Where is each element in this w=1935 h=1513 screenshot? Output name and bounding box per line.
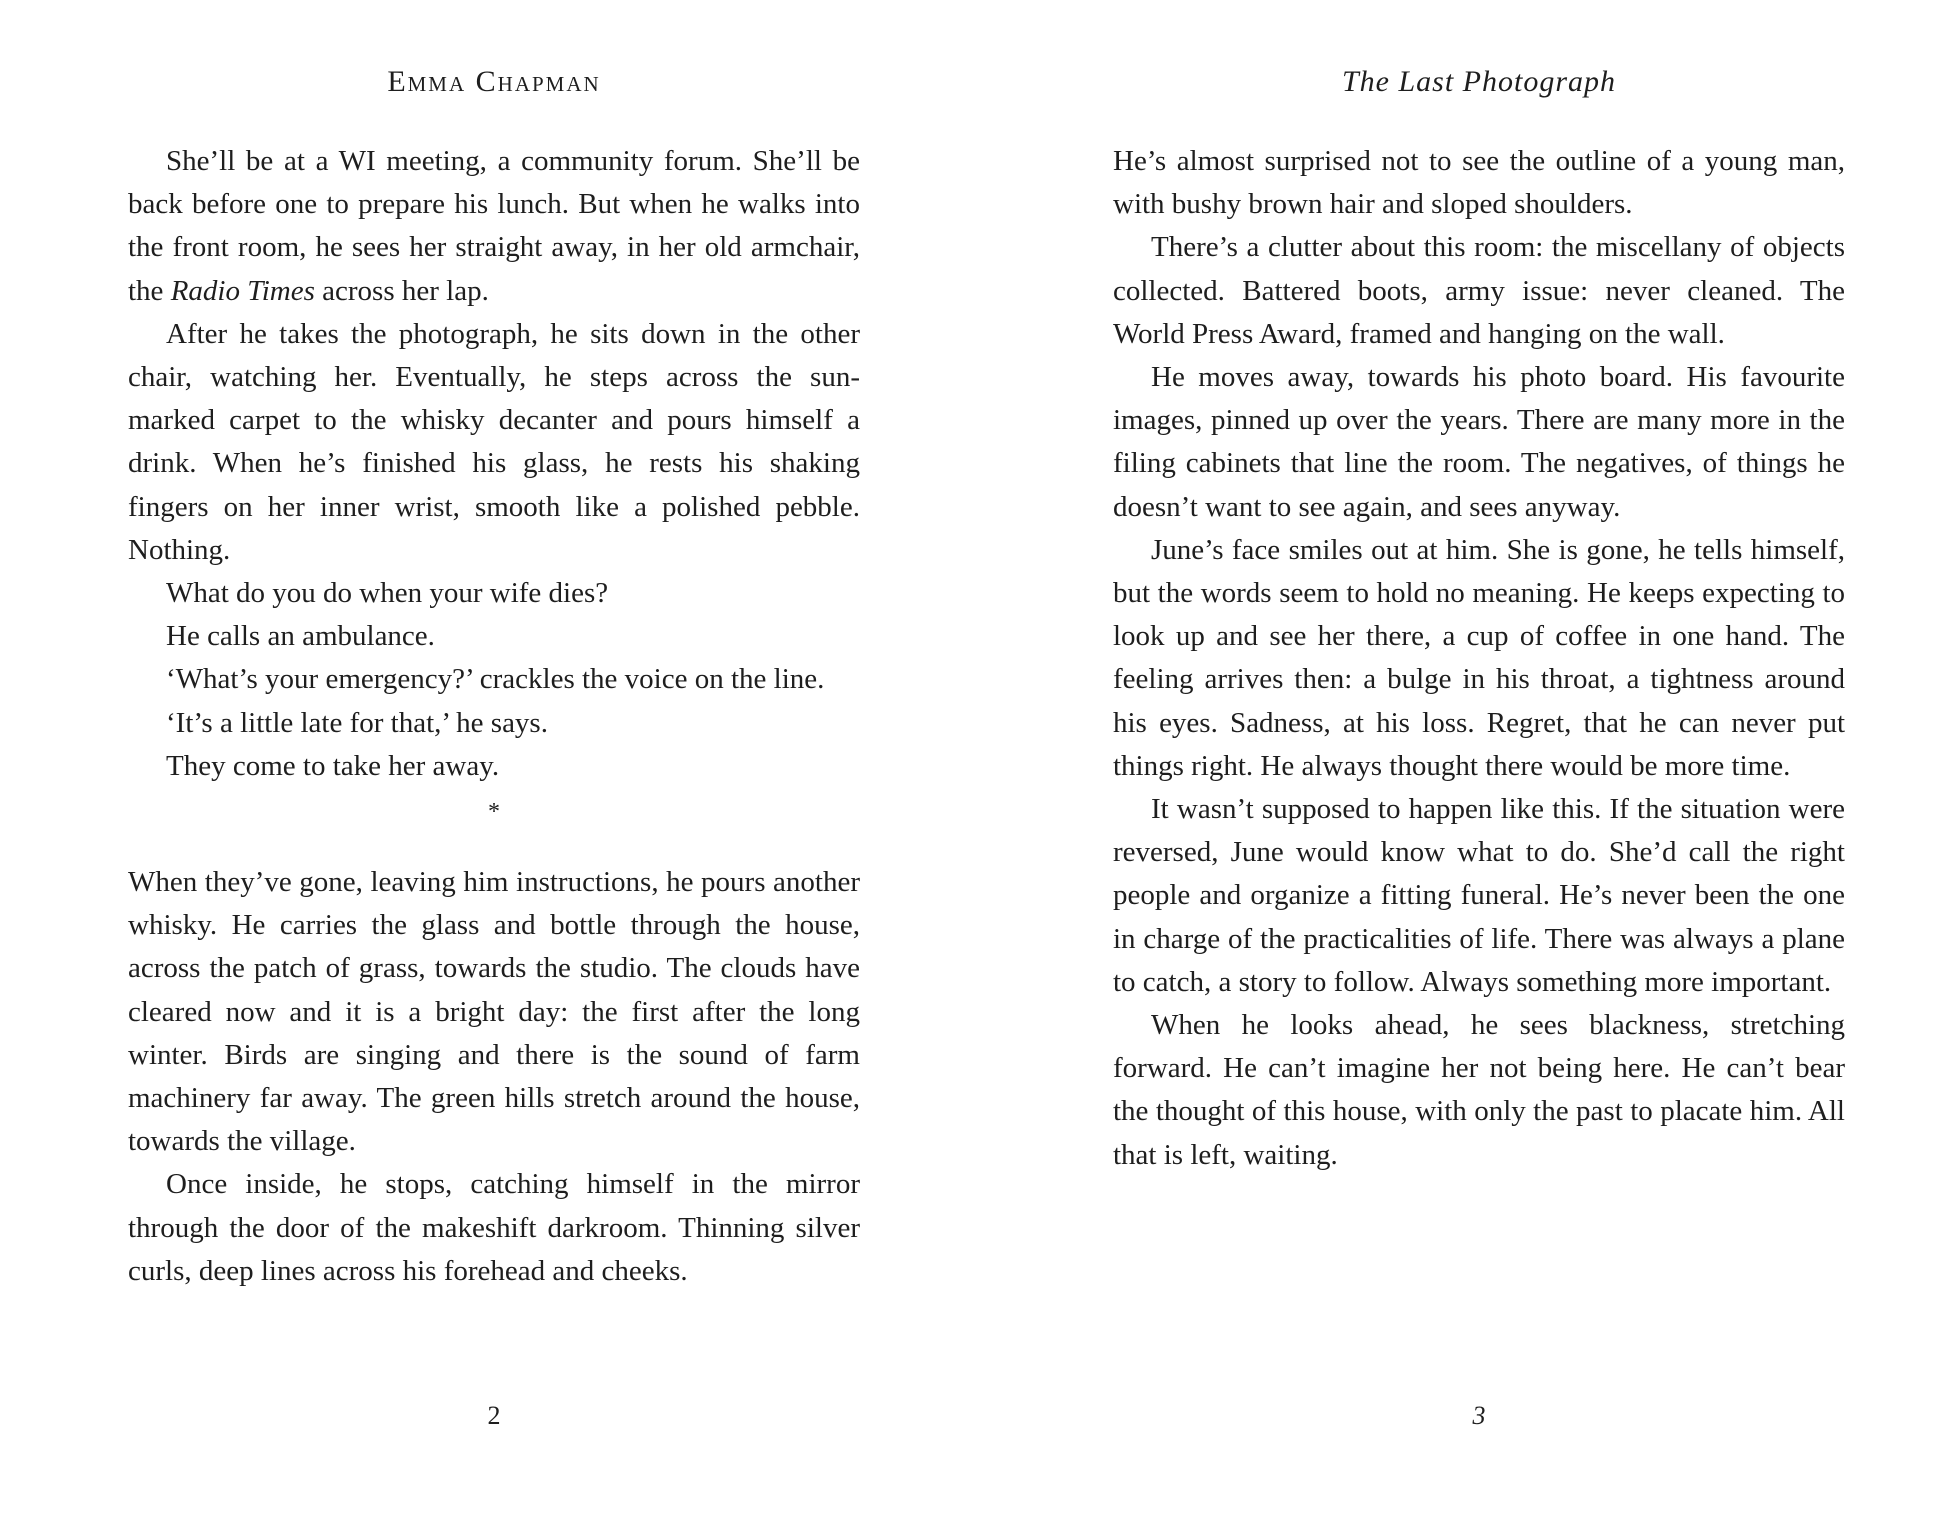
author-running-head: Emma Chapman bbox=[387, 65, 601, 98]
paragraph: He moves away, towards his photo board. His favourite images, pinned up over the years. There are many more in the filing cabinets that line the room. The negatives, of things he doesn’t want to see again, and sees anyway. bbox=[1113, 361, 1845, 523]
paragraph: He’s almost surprised not to see the outline of a young man, with bushy brown hair and sloped shoulders. bbox=[1113, 145, 1845, 221]
paragraph: She’ll be at a WI meeting, a community forum. She’ll be back before one to prepare his lunch. But when he walks into the front room, he sees her straight away, in her old armchair, the Radio Times across her lap. bbox=[128, 145, 860, 307]
book-title-running-head: The Last Photograph bbox=[1341, 65, 1617, 98]
paragraph: When they’ve gone, leaving him instructions, he pours another whisky. He carries the glass and bottle through the house, across the patch of grass, towards the studio. The clouds have cleared now and it is a bright day: the first after the long winter. Birds are singing and there is the sound of farm machinery far away. The green hills stretch around the house, towards the village. bbox=[128, 866, 860, 1158]
paragraph: What do you do when your wife dies? bbox=[166, 577, 609, 610]
section-break-asterisk: * bbox=[488, 799, 500, 826]
right-page-body bbox=[1113, 140, 1845, 1177]
paragraph: When he looks ahead, he sees blackness, stretching forward. He can’t imagine her not being here. He can’t bear the thought of this house, with only the past to placate him. All that is left, waiting. bbox=[1113, 1009, 1845, 1171]
right-page bbox=[1113, 0, 1845, 1513]
left-page bbox=[128, 0, 860, 1513]
paragraph: Once inside, he stops, catching himself in the mirror through the door of the makeshift darkroom. Thinning silver curls, deep lines across his forehead and cheeks. bbox=[128, 1168, 860, 1287]
paragraph: They come to take her away. bbox=[166, 749, 500, 782]
paragraph: June’s face smiles out at him. She is gone, he tells himself, but the words seem to hold no meaning. He keeps expecting to look up and see her there, a cup of coffee in one hand. The feeling arrives then: a bulge in his throat, a tightness around his eyes. Sadness, at his loss. Regret, that he can never put things right. He always thought there would be more time. bbox=[1113, 533, 1845, 782]
paragraph: There’s a clutter about this room: the miscellany of objects collected. Battered boots, army issue: never cleaned. The World Press Award, framed and hanging on the wall. bbox=[1113, 231, 1845, 350]
italic-title: Radio Times bbox=[170, 274, 315, 307]
page-number-right: 3 bbox=[1472, 1401, 1486, 1430]
page-number-left: 2 bbox=[487, 1401, 501, 1430]
paragraph: ‘It’s a little late for that,’ he says. bbox=[166, 706, 548, 739]
paragraph: He calls an ambulance. bbox=[166, 620, 435, 653]
paragraph: ‘What’s your emergency?’ crackles the voice on the line. bbox=[166, 663, 825, 696]
left-page-body bbox=[128, 140, 860, 1293]
paragraph: It wasn’t supposed to happen like this. If the situation were reversed, June would know what to do. She’d call the right people and organize a fitting funeral. He’s never been the one in charge of the practicalities of life. There was always a plane to catch, a story to follow. Always something more important. bbox=[1113, 793, 1845, 998]
paragraph: After he takes the photograph, he sits down in the other chair, watching her. Eventually, he steps across the sun-marked carpet to the whisky decanter and pours himself a drink. When he’s finished his glass, he rests his shaking fingers on her inner wrist, smooth like a polished pebble. Nothing. bbox=[128, 317, 860, 566]
